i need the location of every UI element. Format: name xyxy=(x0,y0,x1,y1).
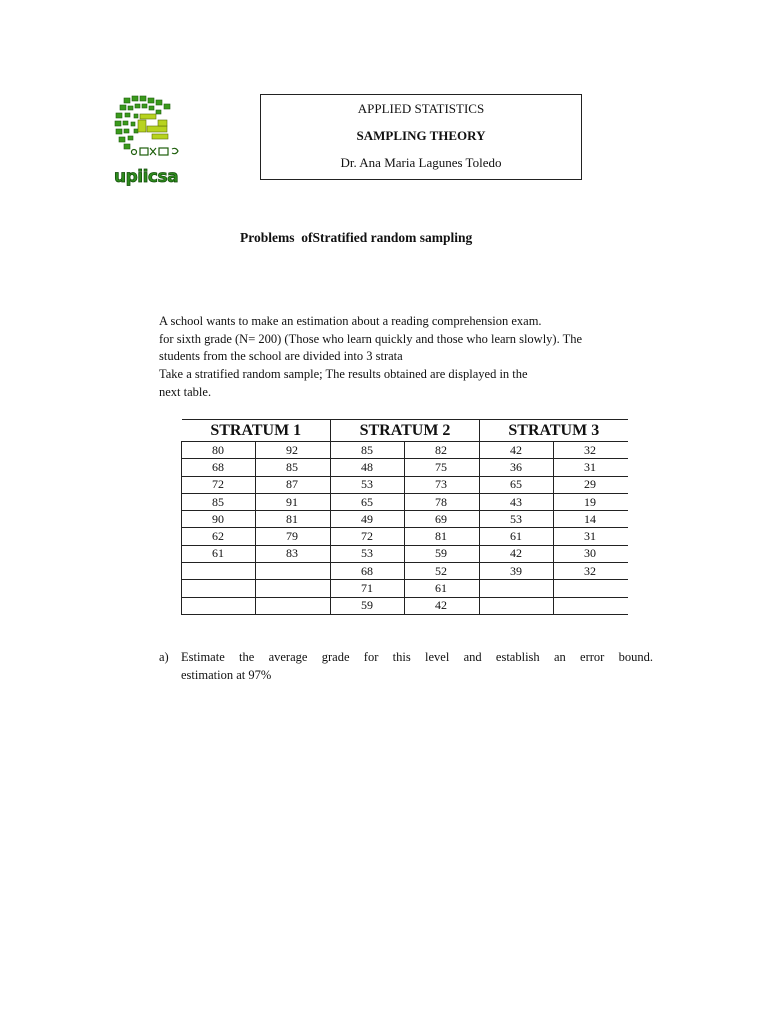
table-cell xyxy=(182,580,256,597)
strata-table-body xyxy=(182,442,628,615)
table-cell: 87 xyxy=(256,476,331,493)
table-row xyxy=(182,545,628,562)
table-cell: 32 xyxy=(554,563,628,580)
intro-line: next table. xyxy=(159,384,212,399)
table-cell: 31 xyxy=(554,459,628,476)
table-cell: 59 xyxy=(405,545,480,562)
table-cell: 62 xyxy=(182,528,256,545)
table-cell: 61 xyxy=(405,580,480,597)
table-cell: 14 xyxy=(554,511,628,528)
table-cell xyxy=(554,597,628,614)
table-cell: 81 xyxy=(256,511,331,528)
intro-line: students from the school are divided into 3 strata xyxy=(159,349,403,364)
course-title: APPLIED STATISTICS xyxy=(357,101,485,116)
intro-line: A school wants to make an estimation about a reading comprehension exam. xyxy=(159,314,542,328)
table-cell: 68 xyxy=(331,563,405,580)
table-row xyxy=(182,476,628,493)
table-cell: 53 xyxy=(480,511,554,528)
table-row xyxy=(182,459,628,476)
strata-table xyxy=(181,419,628,615)
header-box xyxy=(260,94,582,180)
table-cell: 68 xyxy=(182,459,256,476)
table-cell xyxy=(480,597,554,614)
table-cell: 85 xyxy=(256,459,331,476)
table-cell: 30 xyxy=(554,545,628,562)
question-label: a) xyxy=(159,650,169,664)
table-cell: 59 xyxy=(331,597,405,614)
intro-line: for sixth grade (N= 200) (Those who learn quickly and those who learn slowly). The xyxy=(159,331,583,346)
question-text-line: Estimate the average grade for this level and establish an error bound. xyxy=(181,650,653,664)
table-cell: 31 xyxy=(554,528,628,545)
table-cell: 73 xyxy=(405,476,480,493)
table-cell: 32 xyxy=(554,442,628,459)
table-cell: 52 xyxy=(405,563,480,580)
question-a xyxy=(159,649,653,684)
table-cell: 61 xyxy=(480,528,554,545)
table-cell: 92 xyxy=(256,442,331,459)
table-cell: 29 xyxy=(554,476,628,493)
logo-wordmark: upiicsa xyxy=(114,167,179,187)
table-cell: 42 xyxy=(405,597,480,614)
table-cell: 61 xyxy=(182,545,256,562)
table-cell xyxy=(554,580,628,597)
table-cell: 49 xyxy=(331,511,405,528)
problem-statement xyxy=(159,313,639,402)
table-row xyxy=(182,528,628,545)
table-cell: 71 xyxy=(331,580,405,597)
table-cell: 39 xyxy=(480,563,554,580)
table-cell: 19 xyxy=(554,493,628,510)
table-cell: 78 xyxy=(405,493,480,510)
table-cell: 36 xyxy=(480,459,554,476)
table-cell xyxy=(256,597,331,614)
table-cell: 53 xyxy=(331,545,405,562)
table-cell: 79 xyxy=(256,528,331,545)
table-cell xyxy=(256,563,331,580)
table-row xyxy=(182,597,628,614)
table-cell: 69 xyxy=(405,511,480,528)
table-cell: 42 xyxy=(480,442,554,459)
author-name: Dr. Ana Maria Lagunes Toledo xyxy=(340,155,502,170)
intro-line: Take a stratified random sample; The results obtained are displayed in the xyxy=(159,367,528,382)
table-row xyxy=(182,563,628,580)
stratum-header: STRATUM 1 xyxy=(182,420,331,442)
stratum-header: STRATUM 3 xyxy=(480,420,628,442)
table-cell: 65 xyxy=(480,476,554,493)
table-cell: 82 xyxy=(405,442,480,459)
table-cell: 43 xyxy=(480,493,554,510)
upiicsa-logo xyxy=(112,94,194,188)
table-row xyxy=(182,442,628,459)
table-cell: 83 xyxy=(256,545,331,562)
table-cell: 48 xyxy=(331,459,405,476)
table-cell: 81 xyxy=(405,528,480,545)
table-row xyxy=(182,493,628,510)
table-cell: 91 xyxy=(256,493,331,510)
table-cell: 75 xyxy=(405,459,480,476)
table-cell: 53 xyxy=(331,476,405,493)
table-cell xyxy=(256,580,331,597)
stratum-header: STRATUM 2 xyxy=(331,420,480,442)
table-cell: 90 xyxy=(182,511,256,528)
table-cell: 72 xyxy=(331,528,405,545)
table-cell: 72 xyxy=(182,476,256,493)
table-cell: 42 xyxy=(480,545,554,562)
table-cell xyxy=(182,597,256,614)
table-cell xyxy=(480,580,554,597)
page-title: Problems ofStratified random sampling xyxy=(240,230,473,245)
table-cell: 65 xyxy=(331,493,405,510)
question-text-line: estimation at 97% xyxy=(181,667,272,682)
table-row xyxy=(182,580,628,597)
table-header-row xyxy=(182,420,628,442)
table-cell xyxy=(182,563,256,580)
table-cell: 85 xyxy=(331,442,405,459)
topic-title: SAMPLING THEORY xyxy=(356,128,486,143)
table-cell: 85 xyxy=(182,493,256,510)
table-cell: 80 xyxy=(182,442,256,459)
table-row xyxy=(182,511,628,528)
